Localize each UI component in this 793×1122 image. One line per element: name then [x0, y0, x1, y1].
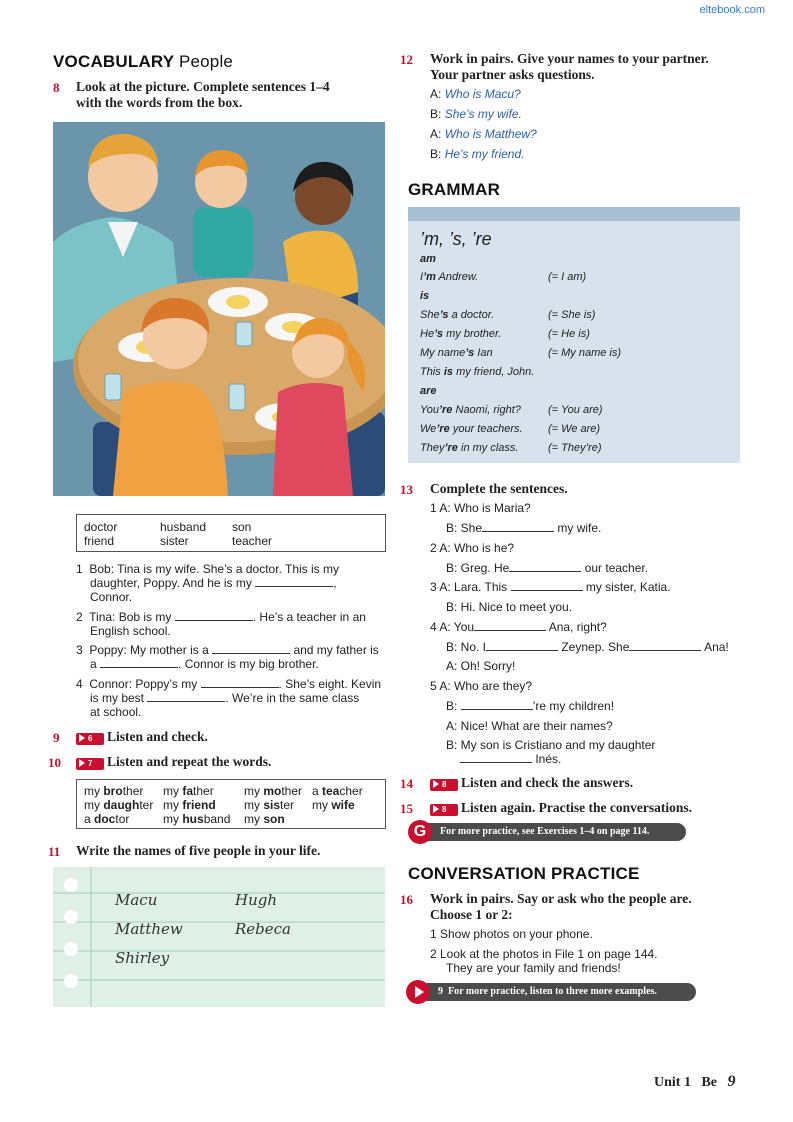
notebook-lines — [53, 867, 385, 1007]
sentence-2: 2 Tina: Bob is my . He’s a teacher in an — [76, 610, 366, 624]
ex13-line: 2 A: Who is he? — [430, 541, 515, 555]
sentence-2-line-2: English school. — [90, 624, 171, 638]
exercise-9-number: 9 — [53, 730, 60, 745]
ex13-line: B: Hi. Nice to meet you. — [446, 600, 573, 614]
grammar-example: They’re in my class. — [420, 442, 519, 454]
exercise-10-instruction: Listen and repeat the words. — [107, 754, 272, 769]
audio-track-badge[interactable]: 8 — [430, 779, 458, 791]
footer-page-number: 9 — [727, 1073, 736, 1090]
grammar-expansion: (= My name is) — [548, 347, 622, 359]
grammar-g-icon: G — [408, 820, 432, 844]
exercise-15-audio-button[interactable] — [430, 801, 458, 816]
name-entry: Rebeca — [235, 920, 291, 938]
sentence-4: 4 Connor: Poppy’s my . She’s eight. Kevin — [76, 677, 382, 691]
ex13-line: B: No. I Zeynep. She Ana! — [446, 640, 729, 654]
exercise-11-number: 11 — [48, 844, 61, 859]
exercise-12-instruction-2: Your partner asks questions. — [430, 67, 595, 82]
ex13-line: 4 A: You Ana, right? — [430, 620, 607, 634]
answer-blank[interactable] — [460, 752, 532, 763]
answer-blank[interactable] — [486, 640, 558, 651]
ex13-line: B: Greg. He our teacher. — [446, 561, 649, 575]
sentence-4-line-3: at school. — [90, 705, 142, 719]
grammar-example: I’m Andrew. — [420, 271, 479, 283]
family-dinner-illustration — [53, 122, 385, 496]
exercise-12-number: 12 — [400, 52, 413, 67]
ex13-line: 5 A: Who are they? — [430, 679, 533, 693]
name-entry: Matthew — [115, 920, 183, 938]
exercise-9-audio-button[interactable] — [76, 730, 104, 745]
dialogue-line: A: Who is Matthew? — [430, 127, 537, 141]
more-practice-text: For more practice, listen to three more examples. — [448, 986, 657, 997]
more-practice-audio-link[interactable] — [418, 983, 696, 1001]
grammar-box-header-bar — [408, 207, 740, 221]
answer-blank[interactable] — [212, 643, 290, 654]
sentence-4-line-2: is my best . We’re in the same class — [90, 691, 360, 705]
answer-blank[interactable] — [461, 699, 533, 710]
grammar-title: GRAMMAR — [408, 180, 501, 199]
conversation-practice-title: CONVERSATION PRACTICE — [408, 864, 640, 883]
exercise-16-option-2: 2 Look at the photos in File 1 on page 144. — [430, 947, 658, 961]
footer-unit: Unit 1 — [654, 1075, 691, 1090]
play-icon — [433, 780, 439, 788]
stress-word: my son — [244, 812, 285, 826]
stress-words-box — [76, 779, 386, 829]
grammar-heading: ’m, ’s, ’re — [420, 229, 492, 249]
grammar-example: He’s my brother. — [420, 328, 502, 340]
audio-track-badge[interactable]: 8 — [430, 804, 458, 816]
word-box-item: doctor — [84, 520, 118, 534]
exercise-12-instruction-1: Work in pairs. Give your names to your partner. — [430, 51, 709, 66]
grammar-expansion: (= You are) — [548, 404, 603, 416]
exercise-8-instruction-2: with the words from the box. — [76, 95, 243, 110]
ex13-line: B: ’re my children! — [446, 699, 615, 713]
exercise-11-instruction: Write the names of five people in your life. — [76, 843, 321, 858]
exercise-10-audio-button[interactable] — [76, 755, 104, 770]
stress-word: my sister — [244, 798, 295, 812]
word-box-item: sister — [160, 534, 189, 548]
answer-blank[interactable] — [100, 657, 178, 668]
stress-word: a doctor — [84, 812, 130, 826]
exercise-16-option-2-line-2: They are your family and friends! — [446, 961, 621, 975]
grammar-expansion: (= We are) — [548, 423, 601, 435]
grammar-example: She’s a doctor. — [420, 309, 495, 321]
ex13-line: A: Oh! Sorry! — [446, 659, 516, 673]
stress-word: a teacher — [312, 784, 363, 798]
vocabulary-title-thin: People — [178, 52, 234, 71]
stress-word: my brother — [84, 784, 144, 798]
ex13-line: 1 A: Who is Maria? — [430, 501, 531, 515]
sentence-3: 3 Poppy: My mother is a and my father is — [76, 643, 379, 657]
grammar-key-are: are — [420, 385, 437, 397]
exercise-13-number: 13 — [400, 482, 413, 497]
sentence-1-line-3: Connor. — [90, 590, 133, 604]
exercise-16-instruction-1: Work in pairs. Say or ask who the people are. — [430, 891, 692, 906]
dialogue-line: A: Who is Macu? — [430, 87, 521, 101]
play-icon[interactable] — [406, 980, 430, 1004]
grammar-key-is: is — [420, 290, 430, 302]
grammar-expansion: (= He is) — [548, 328, 590, 340]
ex13-line: Inés. — [460, 752, 561, 767]
word-box-item: husband — [160, 520, 207, 534]
stress-word: my wife — [312, 798, 355, 812]
exercise-9-instruction: Listen and check. — [107, 729, 208, 744]
play-icon — [79, 759, 85, 767]
grammar-reference-link[interactable] — [418, 823, 686, 841]
name-entry: Macu — [115, 891, 158, 909]
answer-blank[interactable] — [509, 561, 581, 572]
word-box-item: son — [232, 520, 252, 534]
exercise-8-instruction-1: Look at the picture. Complete sentences 1–4 — [76, 79, 330, 94]
sentence-1-line-2: daughter, Poppy. And he is my , — [90, 576, 337, 590]
exercise-16-number: 16 — [400, 892, 413, 907]
exercise-16-instruction-2: Choose 1 or 2: — [430, 907, 513, 922]
ex13-line: B: My son is Cristiano and my daughter — [446, 738, 656, 752]
answer-blank[interactable] — [255, 576, 333, 587]
answer-blank[interactable] — [474, 620, 546, 631]
grammar-key-am: am — [420, 253, 436, 265]
name-entry: Hugh — [235, 891, 278, 909]
answer-blank[interactable] — [175, 610, 253, 621]
exercise-15-number: 15 — [400, 801, 413, 816]
audio-track-badge[interactable]: 7 — [76, 758, 104, 770]
dialogue-line: B: He’s my friend. — [430, 147, 525, 161]
exercise-8-number: 8 — [53, 80, 60, 95]
play-icon — [433, 805, 439, 813]
ex13-line: B: She my wife. — [446, 521, 602, 535]
vocabulary-title-bold: VOCABULARY — [53, 52, 175, 71]
stress-word: my father — [163, 784, 214, 798]
sentence-3-line-2: a . Connor is my big brother. — [90, 657, 319, 671]
vocabulary-title — [53, 52, 233, 72]
answer-blank[interactable] — [511, 580, 583, 591]
word-box-item: friend — [84, 534, 115, 548]
grammar-example: This is my friend, John. — [420, 366, 535, 378]
grammar-example: You’re Naomi, right? — [420, 404, 521, 416]
name-entry: Shirley — [115, 949, 170, 967]
exercise-16-option-1: 1 Show photos on your phone. — [430, 927, 593, 941]
play-icon — [79, 734, 85, 742]
dialogue-line: B: She’s my wife. — [430, 107, 522, 121]
grammar-box — [408, 207, 740, 463]
page-footer — [654, 1073, 736, 1091]
grammar-reference-text: For more practice, see Exercises 1–4 on page 114. — [440, 826, 650, 837]
stress-word: my mother — [244, 784, 303, 798]
footer-topic: Be — [701, 1075, 718, 1090]
answer-blank[interactable] — [482, 521, 554, 532]
audio-track-number: 9 — [438, 986, 443, 997]
word-box-item: teacher — [232, 534, 273, 548]
answer-blank[interactable] — [147, 691, 225, 702]
answer-blank[interactable] — [201, 677, 279, 688]
grammar-expansion: (= She is) — [548, 309, 596, 321]
stress-word: my friend — [163, 798, 216, 812]
ex13-line: 3 A: Lara. This my sister, Katia. — [430, 580, 671, 594]
grammar-example: We’re your teachers. — [420, 423, 523, 435]
exercise-14-audio-button[interactable] — [430, 776, 458, 791]
word-box — [76, 514, 386, 552]
exercise-14-number: 14 — [400, 776, 413, 791]
notebook-paper — [53, 867, 385, 1007]
sentence-1: 1 Bob: Tina is my wife. She’s a doctor. This is my — [76, 562, 340, 576]
audio-track-badge[interactable]: 6 — [76, 733, 104, 745]
grammar-example: My name’s Ian — [420, 347, 493, 359]
grammar-expansion: (= They’re) — [548, 442, 602, 454]
stress-word: my daughter — [84, 798, 154, 812]
watermark: eltebook.com — [699, 4, 765, 16]
answer-blank[interactable] — [629, 640, 701, 651]
exercise-15-instruction: Listen again. Practise the conversations. — [461, 800, 692, 815]
exercise-14-instruction: Listen and check the answers. — [461, 775, 634, 790]
exercise-10-number: 10 — [48, 755, 61, 770]
stress-word: my husband — [163, 812, 231, 826]
exercise-13-instruction: Complete the sentences. — [430, 481, 568, 496]
ex13-line: A: Nice! What are their names? — [446, 719, 613, 733]
grammar-expansion: (= I am) — [548, 271, 587, 283]
